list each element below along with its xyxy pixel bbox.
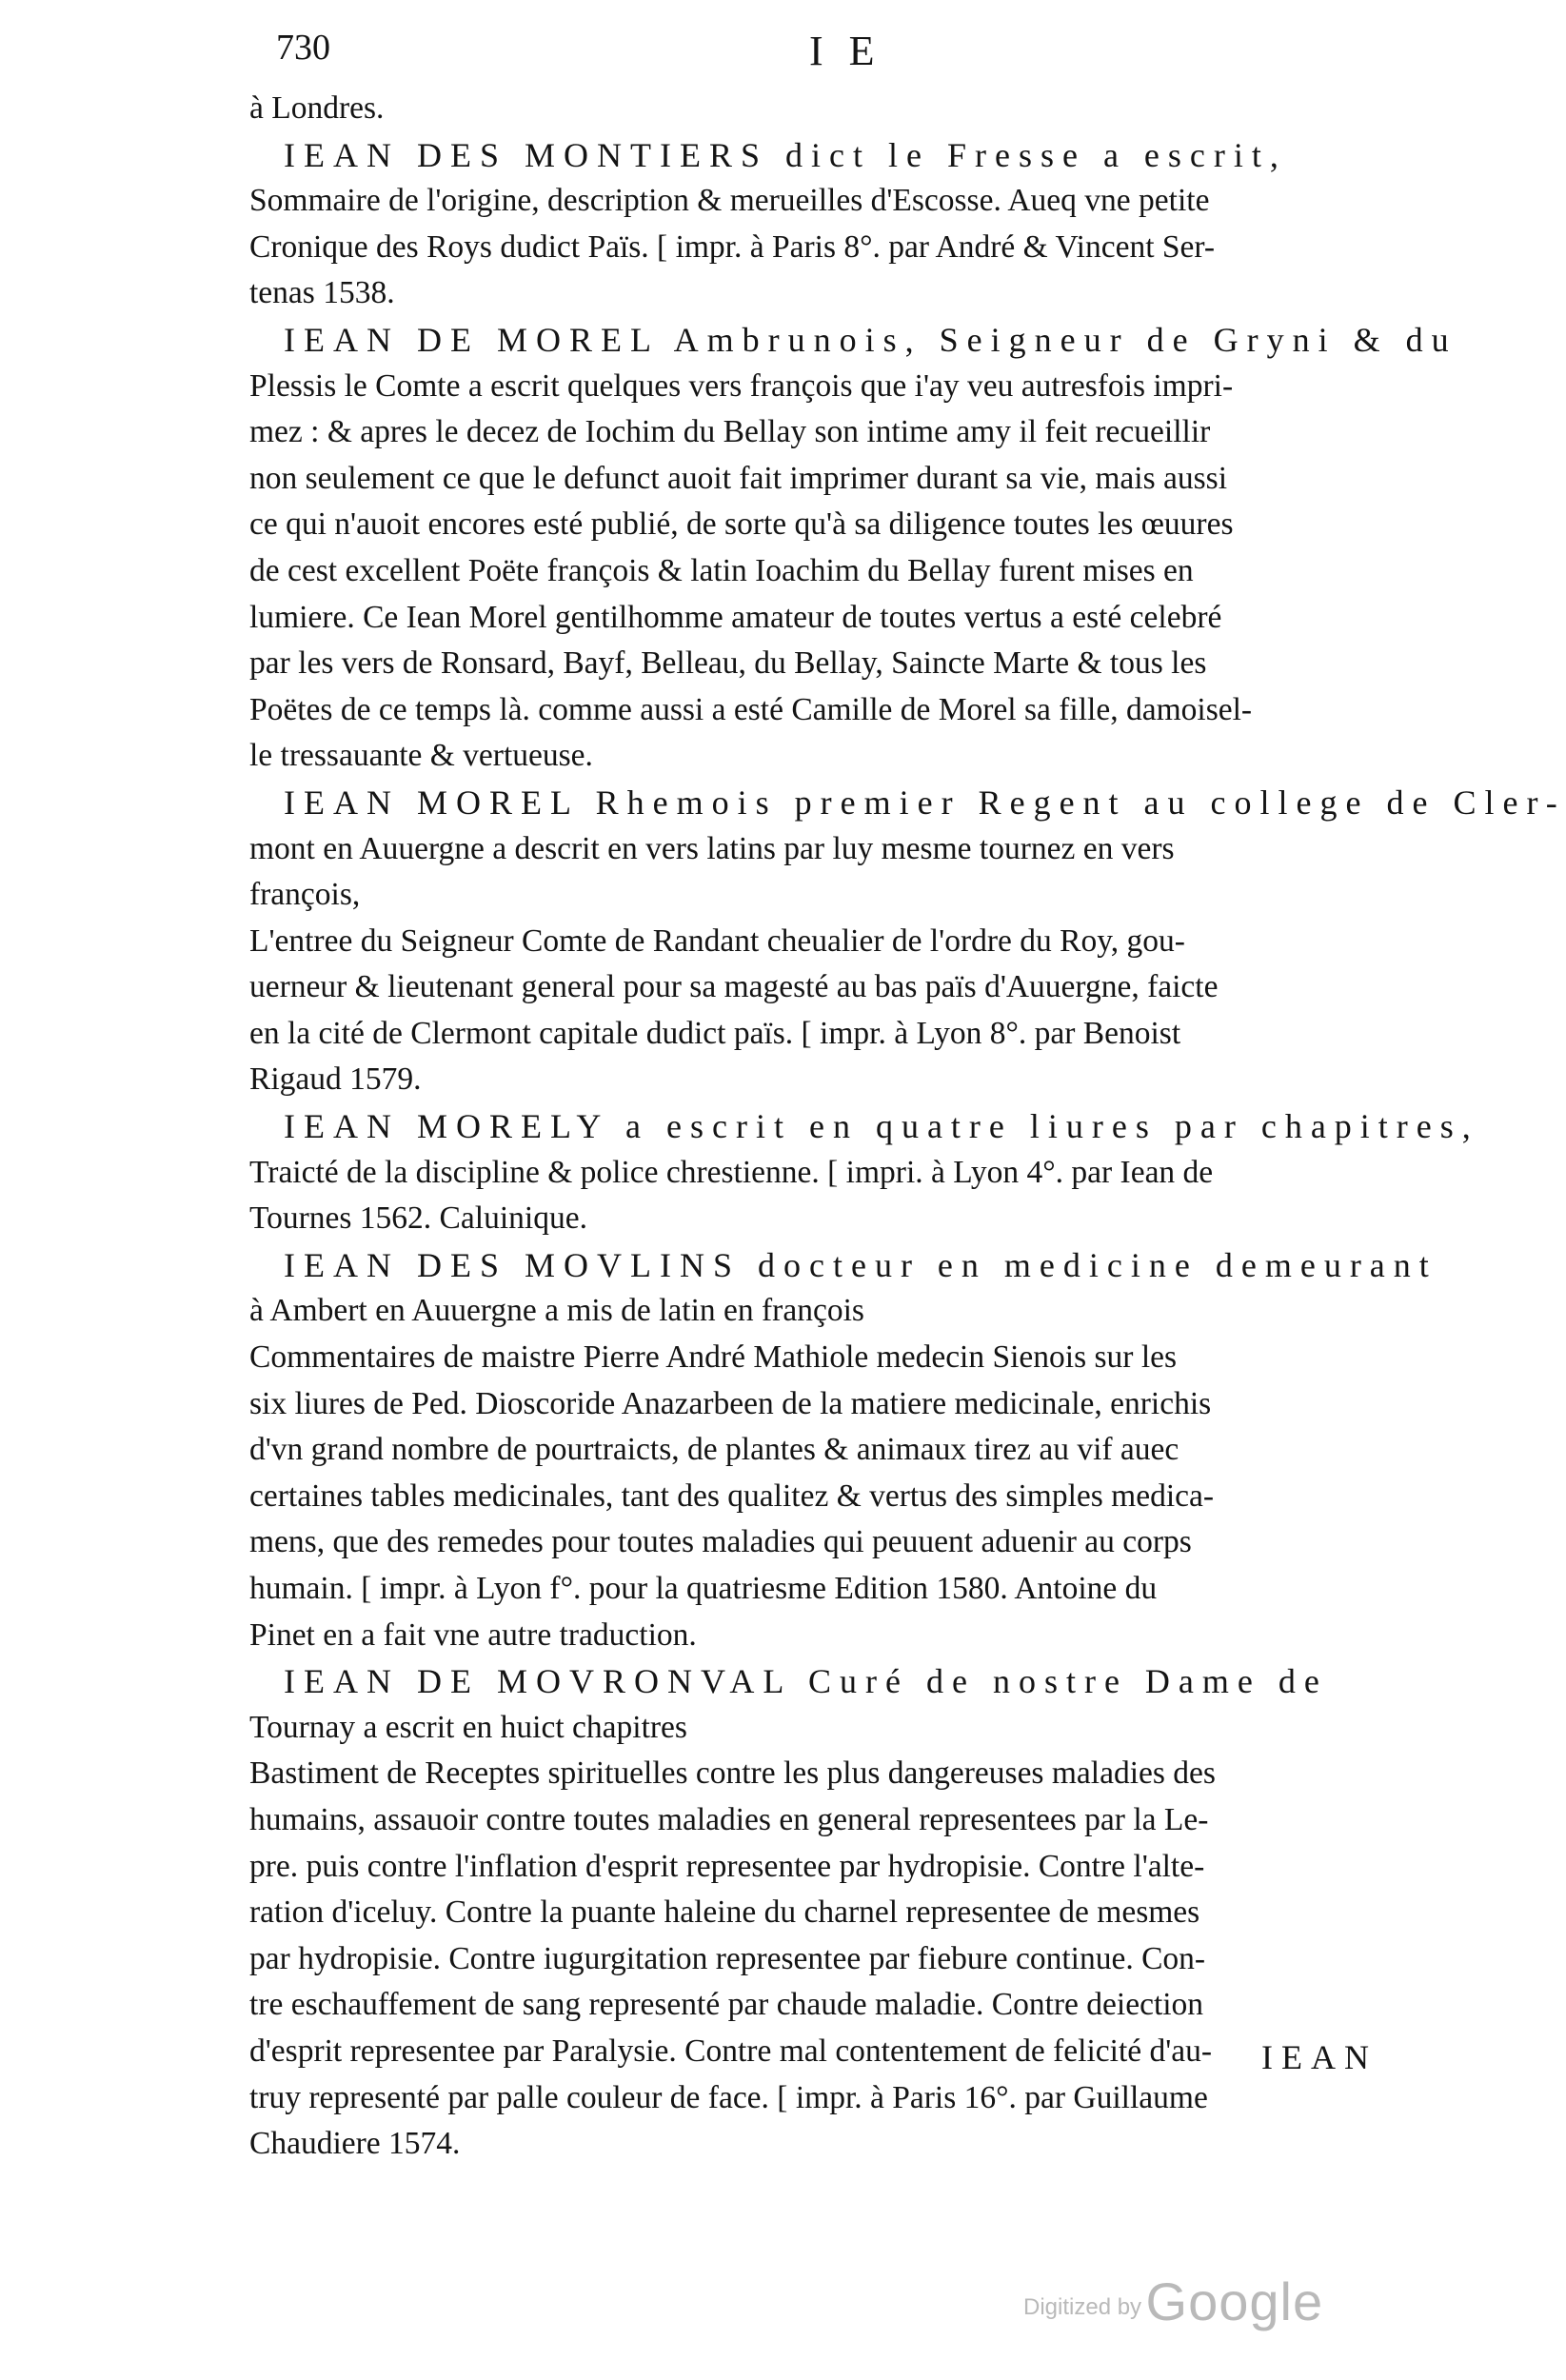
entry-heading-line: IEAN MOREL Rhemois premier Regent au college de Cler- — [284, 783, 1566, 822]
text-line: Cronique des Roys dudict Païs. [ impr. à Paris 8°. par André & Vincent Ser- — [249, 228, 1216, 265]
text-line: humain. [ impr. à Lyon f°. pour la quatriesme Edition 1580. Antoine du — [249, 1571, 1158, 1606]
text-line: uerneur & lieutenant general pour sa magesté au bas païs d'Auuergne, faicte — [249, 969, 1219, 1005]
text-line: à Ambert en Auuergne a mis de latin en françois — [249, 1293, 864, 1329]
text-line: lumiere. Ce Iean Morel gentilhomme amateur de toutes vertus a esté celebré — [249, 599, 1222, 635]
text-line: ce qui n'auoit encores esté publié, de sorte qu'à sa diligence toutes les œuures — [249, 506, 1234, 543]
text-line: tre eschauffement de sang representé par chaude maladie. Contre deiection — [249, 1987, 1204, 2023]
text-line: L'entree du Seigneur Comte de Randant cheualier de l'ordre du Roy, gou- — [249, 922, 1185, 959]
text-line: pre. puis contre l'inflation d'esprit representee par hydropisie. Contre l'alte- — [249, 1848, 1205, 1884]
text-line: Poëtes de ce temps là. comme aussi a esté Camille de Morel sa fille, damoisel- — [249, 691, 1253, 727]
text-line: Traicté de la discipline & police chrestienne. [ impri. à Lyon 4°. par Iean de — [249, 1154, 1214, 1190]
text-line: tenas 1538. — [249, 275, 395, 311]
text-line: Plessis le Comte a escrit quelques vers françois que i'ay veu autresfois impri- — [249, 367, 1234, 404]
text-line: d'esprit representee par Paralysie. Contre mal contentement de felicité d'au- — [249, 2033, 1213, 2069]
text-line: Tournay a escrit en huict chapitres — [249, 1709, 687, 1745]
page-header — [276, 27, 1485, 84]
text-line: par les vers de Ronsard, Bayf, Belleau, du Bellay, Saincte Marte & tous les — [249, 645, 1207, 682]
text-line: par hydropisie. Contre iugurgitation representee par fiebure continue. Con- — [249, 1940, 1206, 1976]
text-line: Sommaire de l'origine, description & merueilles d'Escosse. Aueq vne petite — [249, 183, 1210, 219]
text-line: six liures de Ped. Dioscoride Anazarbeen de la matiere medicinale, enrichis — [249, 1385, 1212, 1421]
text-line: le tressauante & vertueuse. — [249, 738, 593, 774]
catchword: IEAN — [1261, 2038, 1378, 2076]
body-text — [249, 86, 1566, 2168]
text-line: mont en Auuergne a descrit en vers latins par luy mesme tournez en vers — [249, 830, 1175, 866]
text-line: certaines tables medicinales, tant des qualitez & vertus des simples medica- — [249, 1478, 1215, 1514]
text-line: truy representé par palle couleur de face. [ impr. à Paris 16°. par Guillaume — [249, 2079, 1208, 2115]
text-line: Pinet en a fait vne autre traduction. — [249, 1616, 697, 1653]
text-line: françois, — [249, 877, 361, 913]
entry-heading-line: IEAN MORELY a escrit en quatre liures par chapitres, — [284, 1107, 1479, 1146]
text-line: à Londres. — [249, 90, 385, 126]
google-logo: Google — [1145, 2271, 1324, 2331]
text-line: Rigaud 1579. — [249, 1061, 422, 1098]
digitized-by-stamp — [1023, 2271, 1323, 2332]
text-line: humains, assauoir contre toutes maladies en general representees par la Le- — [249, 1801, 1209, 1837]
text-line: d'vn grand nombre de pourtraicts, de plantes & animaux tirez au vif auec — [249, 1432, 1179, 1468]
text-line: Commentaires de maistre Pierre André Mathiole medecin Sienois sur les — [249, 1339, 1178, 1376]
text-line: Chaudiere 1574. — [249, 2126, 461, 2162]
text-line: ration d'iceluy. Contre la puante haleine du charnel representee de mesmes — [249, 1894, 1200, 1931]
entry-heading-line: IEAN DES MONTIERS dict le Fresse a escrit, — [284, 135, 1287, 174]
entry-heading-line: IEAN DES MOVLINS docteur en medicine demeurant — [284, 1245, 1437, 1284]
running-head: I E — [809, 28, 882, 74]
text-line: mez : & apres le decez de Iochim du Bellay son intime amy il feit recueillir — [249, 414, 1211, 450]
text-line: mens, que des remedes pour toutes maladies qui peuuent aduenir au corps — [249, 1524, 1192, 1560]
text-line: Bastiment de Receptes spirituelles contre les plus dangereuses maladies des — [249, 1755, 1216, 1792]
page-number: 730 — [276, 28, 330, 68]
entry-heading-line: IEAN DE MOREL Ambrunois, Seigneur de Gryni & du — [284, 320, 1457, 359]
text-line: Tournes 1562. Caluinique. — [249, 1200, 587, 1237]
text-line: en la cité de Clermont capitale dudict païs. [ impr. à Lyon 8°. par Benoist — [249, 1015, 1181, 1051]
entry-heading-line: IEAN DE MOVRONVAL Curé de nostre Dame de — [284, 1662, 1328, 1701]
text-line: non seulement ce que le defunct auoit fait imprimer durant sa vie, mais aussi — [249, 460, 1228, 496]
stamp-label: Digitized by — [1023, 2294, 1142, 2320]
text-line: de cest excellent Poëte françois & latin Ioachim du Bellay furent mises en — [249, 552, 1194, 588]
